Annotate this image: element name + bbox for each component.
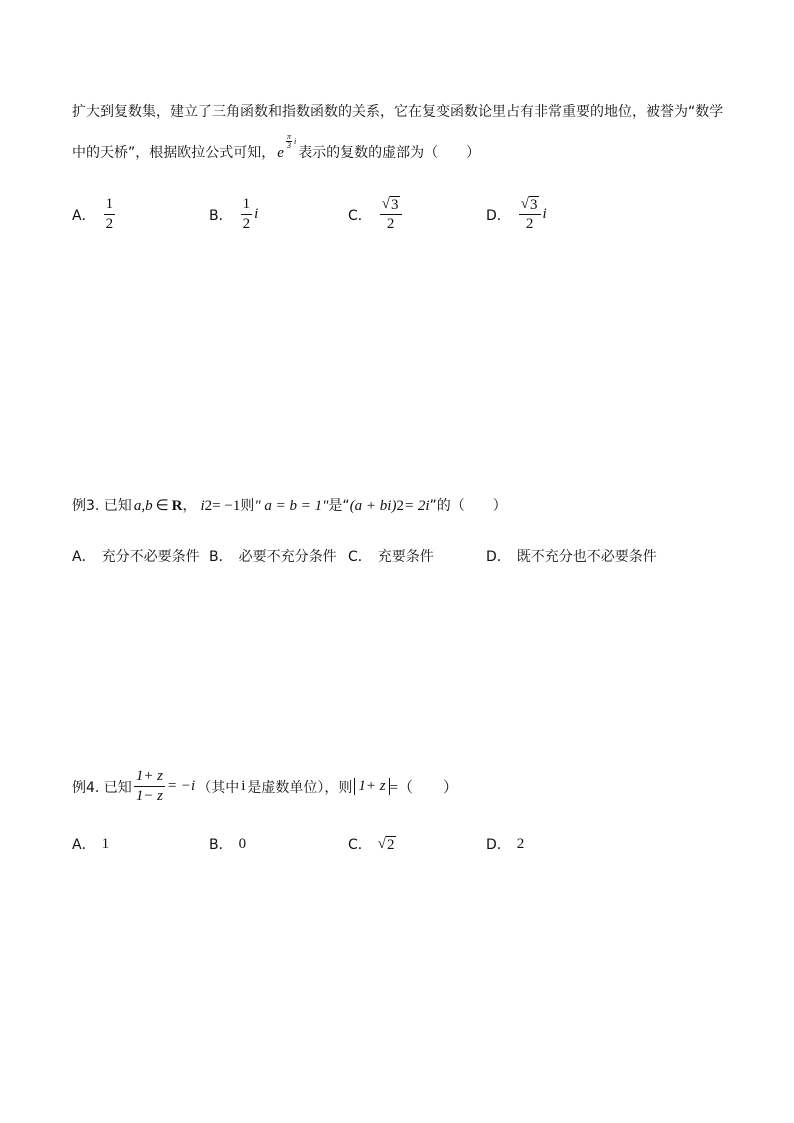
fraction-numerator [380,196,402,215]
q2-option-d[interactable] [486,196,547,233]
option-label: D． [486,837,511,853]
q4-fraction [134,768,165,805]
option-text: 0 [238,835,247,852]
q4-frac-den: 1− z [135,788,164,804]
q3-is: 是 [328,498,343,514]
sqrt-radicand: 3 [530,197,538,213]
q4-note-i: i [241,778,246,794]
q3-cond-a: " a = b = 1" [254,498,329,514]
option-fraction [241,196,253,233]
option-label: D． [486,207,511,224]
option-label: A． [72,207,96,224]
q2-text-line2 [72,133,480,167]
option-text: 必要不充分条件 [238,549,337,565]
option-label: B． [209,837,233,853]
sqrt-radicand: 2 [387,836,395,853]
q4-option-c[interactable] [348,834,396,854]
sqrt-symbol: √ 2 [377,835,395,853]
q3-sq: 2 [204,498,213,514]
q4-note-b: 是虚数单位），则 [247,779,353,796]
q3-cond-b-eq: = 2i [403,498,430,514]
fraction-denominator: 2 [105,216,114,232]
q3-i: i [200,498,205,514]
option-fraction [519,196,541,233]
option-label: B． [209,549,233,565]
q4-prefix: 例4. 已知 [72,779,132,796]
q3-in-symbol: ∈ [155,498,169,514]
option-label: D． [486,549,511,565]
q3-quote-close: ”的（ ） [429,498,507,514]
q3-quote-open: “ [342,498,350,514]
option-label: C． [348,549,372,565]
option-text: 充分不必要条件 [101,549,200,565]
option-label: A． [72,549,96,565]
q3-option-a[interactable] [72,546,200,566]
option-label: B． [209,207,233,224]
fraction-numerator [519,196,541,215]
q4-tail: =（ ） [389,780,459,796]
q2-option-c[interactable] [348,196,404,233]
option-text: 充要条件 [377,549,434,565]
q2-line2-b: 表示的复数的虚部为（ ） [298,145,481,161]
exp-num: π [286,132,291,141]
q2-line1: 扩大到复数集，建立了三角函数和指数函数的关系，它在复变函数论里占有非常重要的地位，被誉为“数学 [72,104,724,120]
q2-text-line1 [72,101,723,121]
option-text: 既不充分也不必要条件 [516,549,657,565]
q4-abs-expr: 1+ z [354,778,389,795]
sqrt-symbol: √ 3 [520,196,538,213]
sqrt-symbol: √ 3 [381,196,399,213]
q2-option-a[interactable] [72,196,117,233]
option-label: C． [348,207,372,224]
option-fraction [380,196,402,233]
q3-option-d[interactable] [486,546,657,566]
option-label: A． [72,837,96,853]
q3-vars: a,b [133,498,153,514]
q3-cond-b-sq: 2 [396,498,404,514]
fraction-denominator: 2 [386,216,395,232]
q3-then: 则 [240,498,255,514]
option-suffix: i [542,206,547,222]
fraction-denominator: 2 [525,216,534,232]
q3-eq-neg1: = −1 [212,498,241,514]
exp-den: 3 [286,141,291,150]
q3-stem [72,495,507,515]
exp-power [284,133,296,150]
q4-option-b[interactable] [209,834,246,854]
option-text: 1 [101,835,110,852]
q4-stem [72,768,458,805]
q3-cond-b-expr: (a + bi) [349,498,397,514]
q4-eq: = −i [167,778,196,794]
exp-fraction [286,133,292,150]
q4-frac-num: 1+ z [134,768,165,787]
option-suffix: i [254,206,259,222]
exp-base: e [277,145,284,161]
fraction-denominator: 2 [242,216,251,232]
q3-prefix: 例3. 已知 [72,498,132,514]
q4-option-a[interactable] [72,834,109,854]
fraction-numerator: 1 [104,196,116,215]
q2-line2-a: 中的天桥”，根据欧拉公式可知， [72,145,276,161]
q2-option-b[interactable] [209,196,258,233]
exp-i: i [293,136,297,146]
q3-set: R [171,498,183,514]
q4-option-d[interactable] [486,834,524,854]
q3-comma: ， [182,498,197,514]
q3-option-b[interactable] [209,546,337,566]
q3-option-c[interactable] [348,546,434,566]
q4-note: （其中 [197,779,240,796]
fraction-numerator: 1 [241,196,253,215]
option-fraction [104,196,116,233]
sqrt-radicand: 3 [391,197,399,213]
option-label: C． [348,837,372,853]
euler-expression [277,133,296,167]
option-text: 2 [516,835,525,852]
